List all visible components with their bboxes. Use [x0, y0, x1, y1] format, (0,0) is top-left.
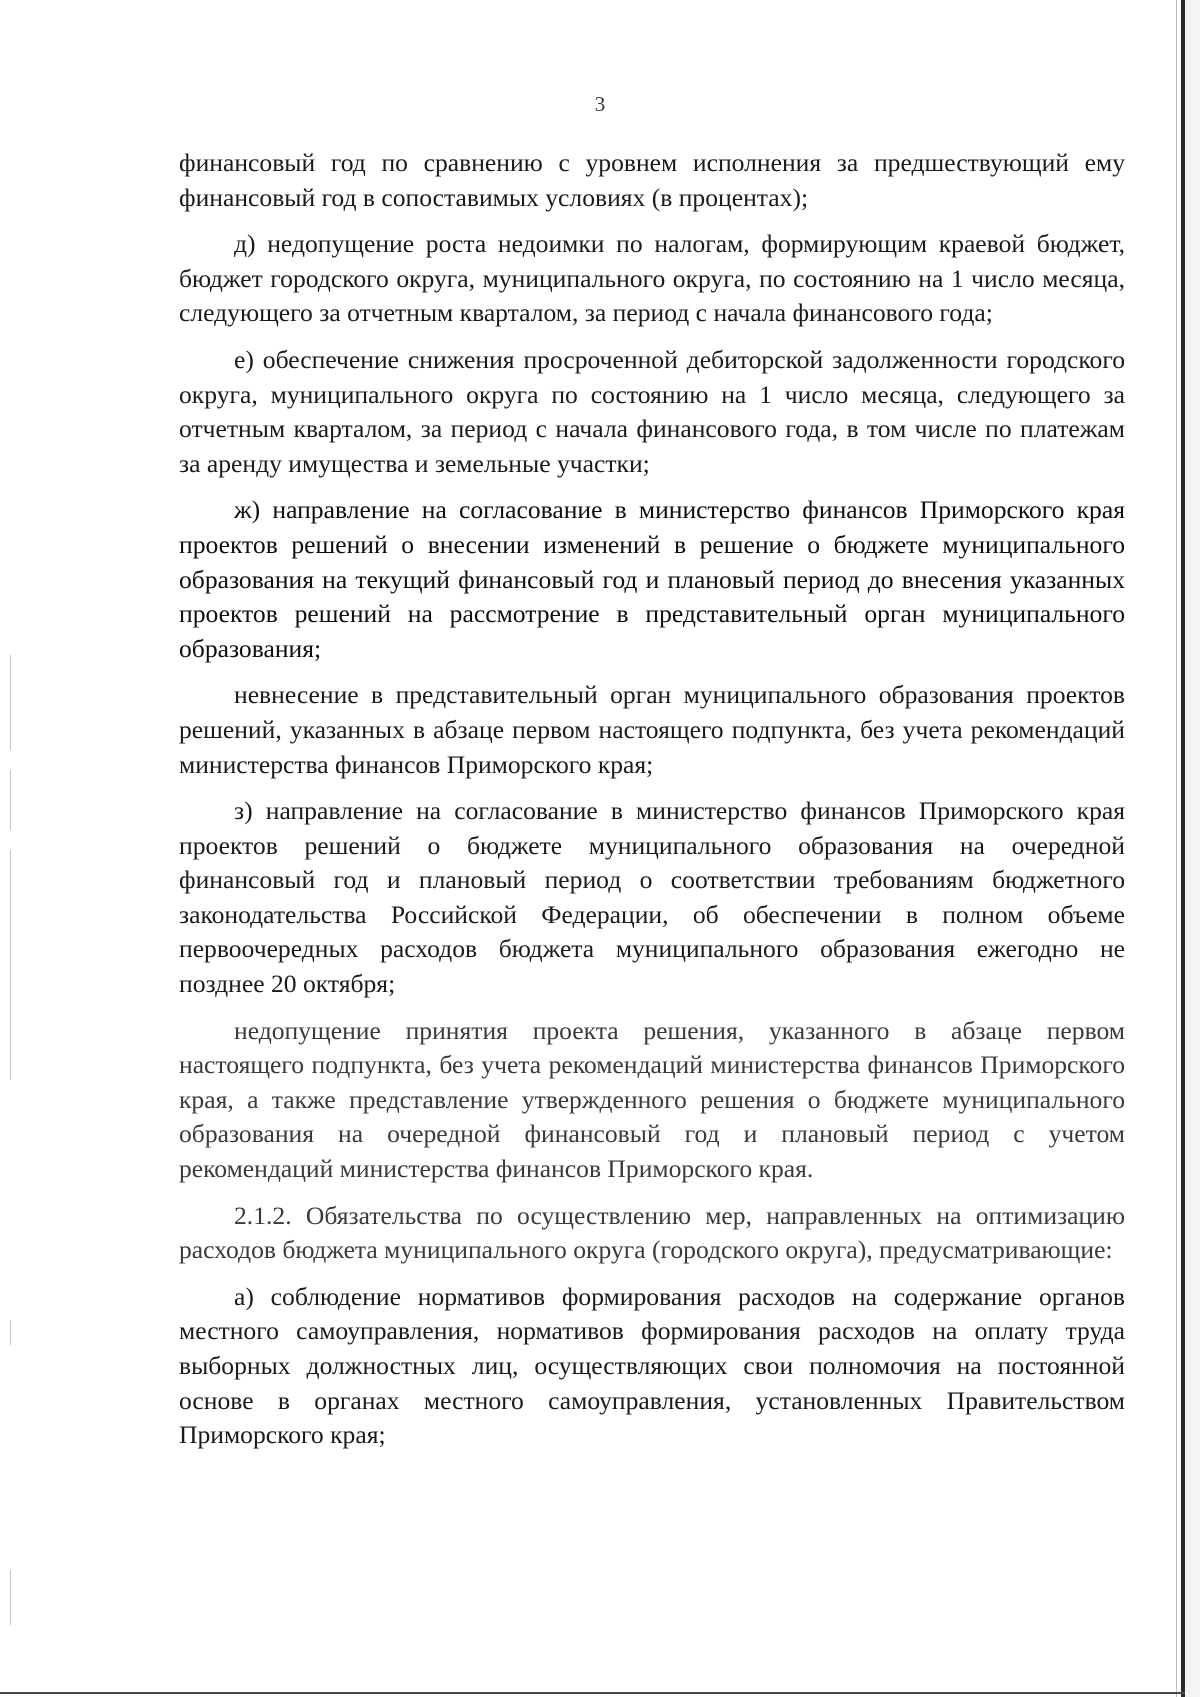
paragraph-item-e: е) обеспечение снижения просроченной дебиторской задолженности городского округа, муниципального округа по состоянию на 1 число месяца, следующего за отчетным кварталом, за период с начала финансового года, в том числе по платежам за аренду имущества и земельные участки; [179, 344, 1125, 478]
page-bottom-border [0, 1692, 1185, 1694]
paragraph-item-zh: ж) направление на согласование в министерство финансов Приморского края проектов решений о внесении изменений в решение о бюджете муниципального образования на текущий финансовый год и плановый период до внесения указанных проектов решений на рассмотрение в представительный орган муниципального образования; [179, 495, 1125, 663]
page-edge-line [1176, 0, 1177, 1697]
scan-mark [10, 770, 11, 830]
scan-mark [10, 1320, 11, 1345]
paragraph-section-2-1-2: 2.1.2. Обязательства по осуществлению мер, направленных на оптимизацию расходов бюджета муниципального округа (городского округа), предусматривающие: [179, 1200, 1125, 1265]
paragraph-continuation: финансовый год по сравнению с уровнем исполнения за предшествующий ему финансовый год в сопоставимых условиях (в процентах); [179, 148, 1125, 212]
paragraph-non-submission: невнесение в представительный орган муниципального образования проектов решений, указанных в абзаце первом настоящего подпункта, без учета рекомендаций министерства финансов Приморского края; [179, 680, 1125, 779]
page-right-shadow [1185, 0, 1200, 1697]
paragraph-item-a: а) соблюдение нормативов формирования расходов на содержание органов местного самоуправления, нормативов формирования расходов на оплату труда выборных должностных лиц, осуществляющих свои полномочия на постоянной основе в органах местного самоуправления, установленных Правительством Приморского края; [179, 1281, 1125, 1450]
document-body [179, 146, 1125, 1465]
scan-mark [10, 850, 11, 1080]
paragraph-item-d: д) недопущение роста недоимки по налогам, формирующим краевой бюджет, бюджет городского округа, муниципального округа, по состоянию на 1 число месяца, следующего за отчетным кварталом, за период с начала финансового года; [179, 229, 1125, 328]
paragraph-item-z: з) направление на согласование в министерство финансов Приморского края проектов решений о бюджете муниципального образования на очередной финансовый год и плановый период о соответствии требованиям бюджетного законодательства Российской Федерации, об обеспечении в полном объеме первоочередных расходов бюджета муниципального образования ежегодно не позднее 20 октября; [179, 796, 1125, 999]
paragraph-non-adoption: недопущение принятия проекта решения, указанного в абзаце первом настоящего подпункта, без учета рекомендаций министерства финансов Приморского края, а также представление утвержденного решения о бюджете муниципального образования на очередной финансовый год и плановый период с учетом рекомендаций министерства финансов Приморского края. [179, 1015, 1125, 1184]
scan-mark [10, 655, 11, 750]
page-number: 3 [594, 92, 606, 116]
scan-mark [10, 1570, 11, 1625]
